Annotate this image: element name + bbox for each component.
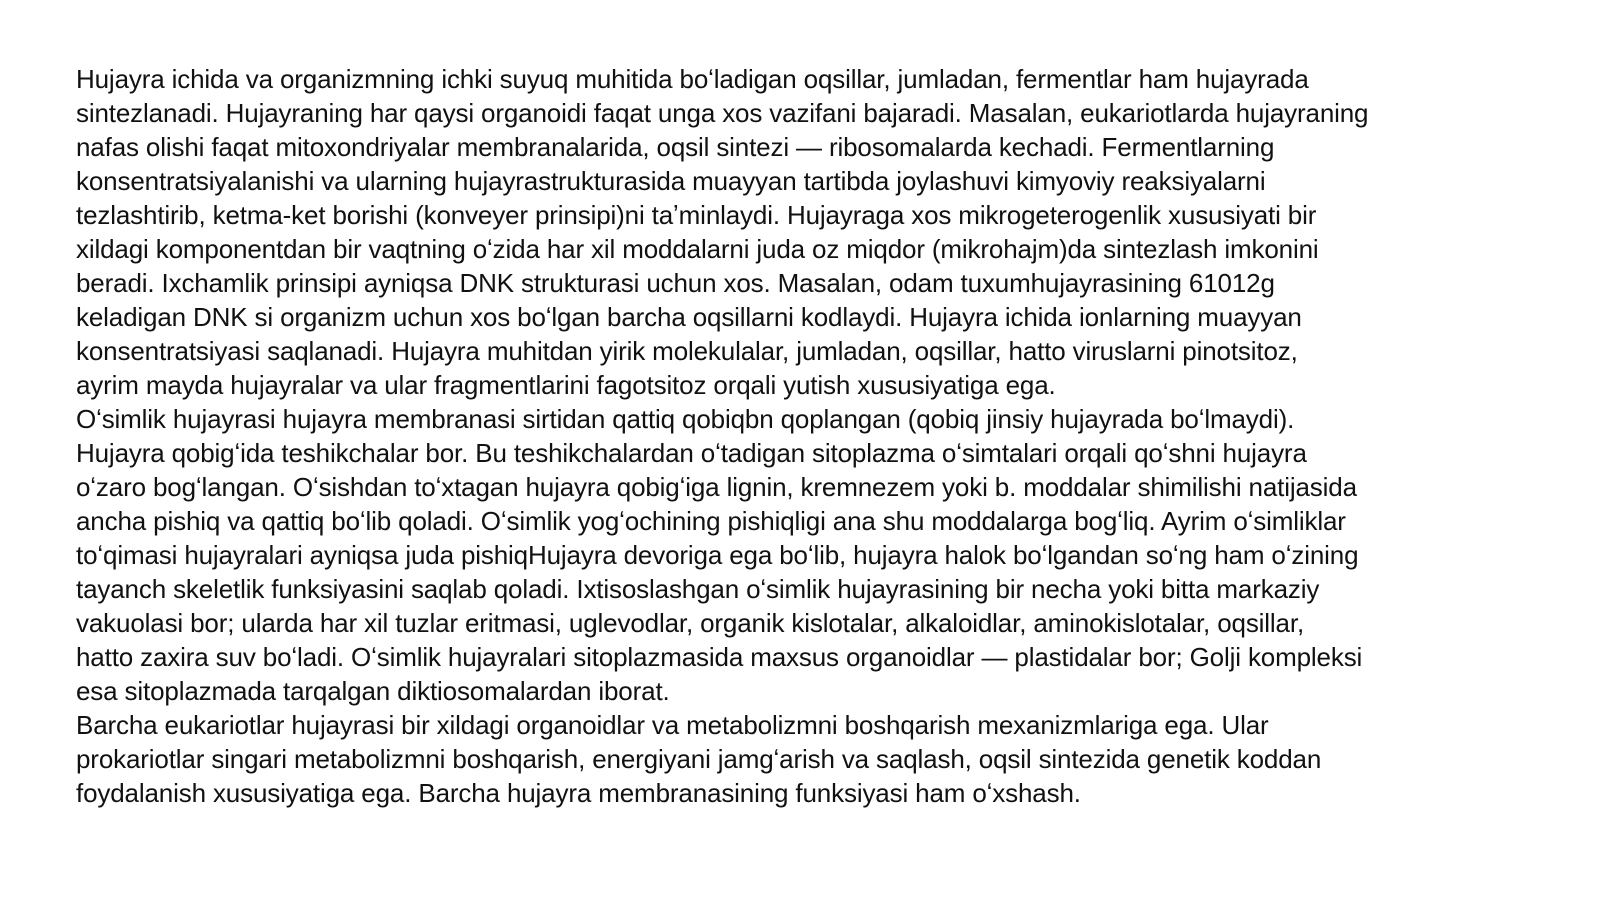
body-text bbox=[76, 62, 1546, 810]
text-line: Hujayra qobigʻida teshikchalar bor. Bu teshikchalardan oʻtadigan sitoplazma oʻsimtalari orqali qoʻshni hujayra bbox=[76, 438, 1307, 468]
text-line: foydalanish xususiyatiga ega. Barcha hujayra membranasining funksiyasi ham oʻxshash. bbox=[76, 778, 1081, 808]
text-line: tayanch skeletlik funksiyasini saqlab qoladi. Ixtisoslashgan oʻsimlik hujayrasining bir necha yoki bitta markaziy bbox=[76, 574, 1320, 604]
text-line: konsentratsiyasi saqlanadi. Hujayra muhitdan yirik molekulalar, jumladan, oqsillar, hatto viruslarni pinotsitoz, bbox=[76, 336, 1298, 366]
paragraph-1 bbox=[76, 62, 1546, 402]
paragraph-3 bbox=[76, 708, 1546, 810]
text-line: keladigan DNK si organizm uchun xos boʻlgan barcha oqsillarni kodlaydi. Hujayra ichida ionlarning muayyan bbox=[76, 302, 1302, 332]
text-line: toʻqimasi hujayralari ayniqsa juda pishiqHujayra devoriga ega boʻlib, hujayra halok boʻlgandan soʻng ham oʻzining bbox=[76, 540, 1359, 570]
text-line: Barcha eukariotlar hujayrasi bir xildagi organoidlar va metabolizmni boshqarish mexanizmlariga ega. Ular bbox=[76, 710, 1269, 740]
text-line: xildagi komponentdan bir vaqtning oʻzida har xil moddalarni juda oz miqdor (mikrohajm)da sintezlash imkonini bbox=[76, 234, 1319, 264]
text-line: hatto zaxira suv boʻladi. Oʻsimlik hujayralari sitoplazmasida maxsus organoidlar — plastidalar bor; Golji kompleksi bbox=[76, 642, 1363, 672]
text-line: vakuolasi bor; ularda har xil tuzlar eritmasi, uglevodlar, organik kislotalar, alkaloidlar, aminokislotalar, oqsillar, bbox=[76, 608, 1305, 638]
text-line: oʻzaro bogʻlangan. Oʻsishdan toʻxtagan hujayra qobigʻiga lignin, kremnezem yoki b. moddalar shimilishi natijasida bbox=[76, 472, 1357, 502]
text-line: nafas olishi faqat mitoxondriyalar membranalarida, oqsil sintezi — ribosomalarda kechadi. Fermentlarning bbox=[76, 132, 1275, 162]
text-line: tezlashtirib, ketma-ket borishi (konveyer prinsipi)ni taʼminlaydi. Hujayraga xos mikrogeterogenlik xususiyati bir bbox=[76, 200, 1317, 230]
text-line: prokariotlar singari metabolizmni boshqarish, energiyani jamgʻarish va saqlash, oqsil sintezida genetik koddan bbox=[76, 744, 1322, 774]
text-line: sintezlanadi. Hujayraning har qaysi organoidi faqat unga xos vazifani bajaradi. Masalan, eukariotlarda hujayraning bbox=[76, 98, 1369, 128]
text-line: Oʻsimlik hujayrasi hujayra membranasi sirtidan qattiq qobiqbn qoplangan (qobiq jinsiy hujayrada boʻlmaydi). bbox=[76, 404, 1295, 434]
text-line: beradi. Ixchamlik prinsipi ayniqsa DNK strukturasi uchun xos. Masalan, odam tuxumhujayrasining 61012g bbox=[76, 268, 1275, 298]
text-line: esa sitoplazmada tarqalgan diktiosomalardan iborat. bbox=[76, 676, 670, 706]
text-line: ancha pishiq va qattiq boʻlib qoladi. Oʻsimlik yogʻochining pishiqligi ana shu moddalarga bogʻliq. Ayrim oʻsimliklar bbox=[76, 506, 1346, 536]
text-line: Hujayra ichida va organizmning ichki suyuq muhitida boʻladigan oqsillar, jumladan, fermentlar ham hujayrada bbox=[76, 64, 1309, 94]
text-line: ayrim mayda hujayralar va ular fragmentlarini fagotsitoz orqali yutish xususiyatiga ega. bbox=[76, 370, 1056, 400]
text-line: konsentratsiyalanishi va ularning hujayrastrukturasida muayyan tartibda joylashuvi kimyoviy reaksiyalarni bbox=[76, 166, 1266, 196]
paragraph-2 bbox=[76, 402, 1546, 708]
